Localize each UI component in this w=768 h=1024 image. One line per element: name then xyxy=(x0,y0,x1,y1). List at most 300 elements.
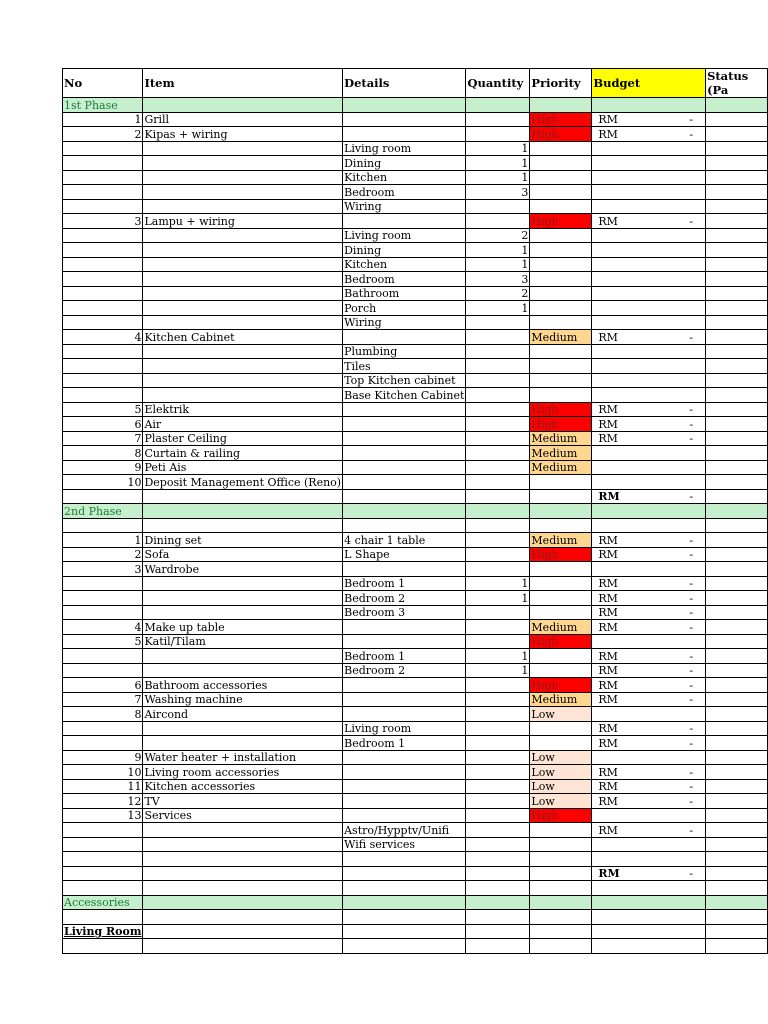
cell-budget[interactable] xyxy=(592,663,706,678)
cell-budget[interactable] xyxy=(592,286,706,301)
cell-item[interactable] xyxy=(143,431,343,446)
cell-budget[interactable] xyxy=(592,518,706,533)
cell-budget[interactable] xyxy=(592,272,706,287)
cell-budget[interactable] xyxy=(592,344,706,359)
cell-budget[interactable] xyxy=(592,504,706,519)
cell-no[interactable] xyxy=(63,446,143,461)
cell-no[interactable] xyxy=(63,547,143,562)
cell-quantity[interactable] xyxy=(466,228,530,243)
cell-item[interactable] xyxy=(143,301,343,316)
cell-priority[interactable] xyxy=(530,286,592,301)
cell-status[interactable] xyxy=(706,605,768,620)
cell-status[interactable] xyxy=(706,243,768,258)
cell-details[interactable] xyxy=(343,533,466,548)
cell-budget[interactable] xyxy=(592,765,706,780)
cell-details[interactable] xyxy=(343,431,466,446)
cell-priority[interactable] xyxy=(530,634,592,649)
cell-item[interactable] xyxy=(143,185,343,200)
cell-details[interactable] xyxy=(343,939,466,954)
cell-priority[interactable] xyxy=(530,576,592,591)
cell-priority[interactable] xyxy=(530,518,592,533)
cell-priority[interactable] xyxy=(530,895,592,910)
cell-status[interactable] xyxy=(706,141,768,156)
cell-item[interactable] xyxy=(143,504,343,519)
cell-status[interactable] xyxy=(706,460,768,475)
column-header-quantity[interactable]: Quantity xyxy=(466,69,530,98)
cell-status[interactable] xyxy=(706,837,768,852)
cell-details[interactable] xyxy=(343,924,466,939)
cell-status[interactable] xyxy=(706,330,768,345)
cell-item[interactable] xyxy=(143,112,343,127)
cell-item[interactable] xyxy=(143,315,343,330)
cell-details[interactable] xyxy=(343,344,466,359)
column-header-status[interactable]: Status (Pa xyxy=(706,69,768,98)
cell-status[interactable] xyxy=(706,156,768,171)
cell-no[interactable] xyxy=(63,765,143,780)
cell-priority[interactable] xyxy=(530,837,592,852)
cell-quantity[interactable] xyxy=(466,286,530,301)
cell-quantity[interactable] xyxy=(466,663,530,678)
cell-details[interactable] xyxy=(343,156,466,171)
cell-budget[interactable] xyxy=(592,837,706,852)
cell-priority[interactable] xyxy=(530,301,592,316)
cell-budget[interactable] xyxy=(592,112,706,127)
cell-details[interactable] xyxy=(343,663,466,678)
cell-quantity[interactable] xyxy=(466,156,530,171)
cell-priority[interactable] xyxy=(530,214,592,229)
cell-item[interactable] xyxy=(143,707,343,722)
cell-no[interactable] xyxy=(63,489,143,504)
cell-budget[interactable] xyxy=(592,431,706,446)
cell-item[interactable] xyxy=(143,547,343,562)
cell-status[interactable] xyxy=(706,678,768,693)
cell-status[interactable] xyxy=(706,765,768,780)
cell-item[interactable] xyxy=(143,924,343,939)
cell-item[interactable] xyxy=(143,330,343,345)
cell-budget[interactable] xyxy=(592,185,706,200)
cell-quantity[interactable] xyxy=(466,518,530,533)
cell-priority[interactable] xyxy=(530,605,592,620)
cell-quantity[interactable] xyxy=(466,634,530,649)
cell-budget[interactable] xyxy=(592,794,706,809)
cell-status[interactable] xyxy=(706,214,768,229)
cell-details[interactable] xyxy=(343,881,466,896)
cell-status[interactable] xyxy=(706,359,768,374)
cell-details[interactable] xyxy=(343,286,466,301)
cell-budget[interactable] xyxy=(592,156,706,171)
cell-details[interactable] xyxy=(343,736,466,751)
cell-details[interactable] xyxy=(343,794,466,809)
cell-no[interactable] xyxy=(63,837,143,852)
cell-item[interactable] xyxy=(143,576,343,591)
cell-details[interactable] xyxy=(343,649,466,664)
cell-quantity[interactable] xyxy=(466,605,530,620)
cell-no[interactable] xyxy=(63,910,143,925)
cell-priority[interactable] xyxy=(530,707,592,722)
cell-item[interactable] xyxy=(143,634,343,649)
cell-status[interactable] xyxy=(706,518,768,533)
cell-item[interactable] xyxy=(143,257,343,272)
cell-budget[interactable] xyxy=(592,257,706,272)
cell-quantity[interactable] xyxy=(466,808,530,823)
cell-no[interactable] xyxy=(63,388,143,403)
cell-details[interactable] xyxy=(343,460,466,475)
cell-quantity[interactable] xyxy=(466,620,530,635)
cell-no[interactable] xyxy=(63,228,143,243)
cell-no[interactable] xyxy=(63,750,143,765)
cell-budget[interactable] xyxy=(592,228,706,243)
cell-item[interactable] xyxy=(143,663,343,678)
cell-details[interactable] xyxy=(343,417,466,432)
cell-item[interactable] xyxy=(143,272,343,287)
cell-status[interactable] xyxy=(706,939,768,954)
cell-quantity[interactable] xyxy=(466,910,530,925)
cell-quantity[interactable] xyxy=(466,402,530,417)
cell-budget[interactable] xyxy=(592,910,706,925)
cell-priority[interactable] xyxy=(530,489,592,504)
cell-status[interactable] xyxy=(706,286,768,301)
cell-details[interactable] xyxy=(343,330,466,345)
cell-details[interactable] xyxy=(343,141,466,156)
cell-item[interactable] xyxy=(143,373,343,388)
cell-no[interactable] xyxy=(63,286,143,301)
cell-quantity[interactable] xyxy=(466,446,530,461)
cell-details[interactable] xyxy=(343,373,466,388)
cell-quantity[interactable] xyxy=(466,388,530,403)
cell-details[interactable] xyxy=(343,257,466,272)
cell-details[interactable] xyxy=(343,199,466,214)
cell-item[interactable] xyxy=(143,98,343,113)
cell-status[interactable] xyxy=(706,373,768,388)
cell-item[interactable] xyxy=(143,562,343,577)
cell-status[interactable] xyxy=(706,301,768,316)
cell-quantity[interactable] xyxy=(466,359,530,374)
cell-status[interactable] xyxy=(706,591,768,606)
cell-quantity[interactable] xyxy=(466,765,530,780)
cell-budget[interactable] xyxy=(592,924,706,939)
cell-item[interactable] xyxy=(143,402,343,417)
cell-item[interactable] xyxy=(143,910,343,925)
cell-details[interactable] xyxy=(343,750,466,765)
cell-budget[interactable] xyxy=(592,939,706,954)
cell-no[interactable] xyxy=(63,127,143,142)
cell-status[interactable] xyxy=(706,127,768,142)
cell-quantity[interactable] xyxy=(466,562,530,577)
cell-quantity[interactable] xyxy=(466,243,530,258)
cell-status[interactable] xyxy=(706,634,768,649)
cell-status[interactable] xyxy=(706,388,768,403)
cell-status[interactable] xyxy=(706,185,768,200)
cell-quantity[interactable] xyxy=(466,852,530,867)
cell-details[interactable] xyxy=(343,808,466,823)
cell-quantity[interactable] xyxy=(466,707,530,722)
cell-no[interactable] xyxy=(63,185,143,200)
cell-details[interactable] xyxy=(343,547,466,562)
cell-priority[interactable] xyxy=(530,736,592,751)
cell-status[interactable] xyxy=(706,823,768,838)
cell-no[interactable] xyxy=(63,620,143,635)
cell-status[interactable] xyxy=(706,692,768,707)
cell-budget[interactable] xyxy=(592,199,706,214)
cell-status[interactable] xyxy=(706,852,768,867)
cell-budget[interactable] xyxy=(592,98,706,113)
cell-priority[interactable] xyxy=(530,765,592,780)
cell-item[interactable] xyxy=(143,939,343,954)
cell-status[interactable] xyxy=(706,228,768,243)
cell-quantity[interactable] xyxy=(466,417,530,432)
cell-item[interactable] xyxy=(143,475,343,490)
cell-status[interactable] xyxy=(706,895,768,910)
cell-status[interactable] xyxy=(706,431,768,446)
cell-status[interactable] xyxy=(706,649,768,664)
cell-quantity[interactable] xyxy=(466,736,530,751)
cell-budget[interactable] xyxy=(592,866,706,881)
cell-quantity[interactable] xyxy=(466,794,530,809)
cell-priority[interactable] xyxy=(530,257,592,272)
cell-budget[interactable] xyxy=(592,417,706,432)
cell-no[interactable] xyxy=(63,112,143,127)
cell-item[interactable] xyxy=(143,736,343,751)
cell-details[interactable] xyxy=(343,446,466,461)
cell-item[interactable] xyxy=(143,620,343,635)
column-header-budget[interactable]: Budget xyxy=(592,69,706,98)
cell-item[interactable] xyxy=(143,649,343,664)
cell-quantity[interactable] xyxy=(466,823,530,838)
cell-details[interactable] xyxy=(343,721,466,736)
cell-status[interactable] xyxy=(706,576,768,591)
cell-priority[interactable] xyxy=(530,562,592,577)
cell-item[interactable] xyxy=(143,591,343,606)
cell-status[interactable] xyxy=(706,707,768,722)
cell-no[interactable] xyxy=(63,881,143,896)
cell-budget[interactable] xyxy=(592,446,706,461)
cell-budget[interactable] xyxy=(592,214,706,229)
cell-quantity[interactable] xyxy=(466,591,530,606)
cell-status[interactable] xyxy=(706,475,768,490)
cell-quantity[interactable] xyxy=(466,475,530,490)
cell-budget[interactable] xyxy=(592,170,706,185)
cell-item[interactable] xyxy=(143,199,343,214)
cell-status[interactable] xyxy=(706,866,768,881)
cell-no[interactable] xyxy=(63,852,143,867)
cell-no[interactable] xyxy=(63,808,143,823)
cell-status[interactable] xyxy=(706,257,768,272)
cell-item[interactable] xyxy=(143,286,343,301)
cell-budget[interactable] xyxy=(592,141,706,156)
cell-budget[interactable] xyxy=(592,692,706,707)
cell-budget[interactable] xyxy=(592,779,706,794)
cell-item[interactable] xyxy=(143,156,343,171)
cell-details[interactable] xyxy=(343,765,466,780)
cell-details[interactable] xyxy=(343,620,466,635)
cell-status[interactable] xyxy=(706,504,768,519)
cell-no[interactable] xyxy=(63,156,143,171)
cell-quantity[interactable] xyxy=(466,895,530,910)
cell-priority[interactable] xyxy=(530,591,592,606)
cell-no[interactable] xyxy=(63,417,143,432)
cell-no[interactable] xyxy=(63,895,143,910)
cell-budget[interactable] xyxy=(592,649,706,664)
cell-quantity[interactable] xyxy=(466,678,530,693)
cell-priority[interactable] xyxy=(530,98,592,113)
cell-no[interactable] xyxy=(63,243,143,258)
cell-status[interactable] xyxy=(706,562,768,577)
cell-priority[interactable] xyxy=(530,779,592,794)
cell-status[interactable] xyxy=(706,170,768,185)
cell-priority[interactable] xyxy=(530,243,592,258)
cell-item[interactable] xyxy=(143,779,343,794)
cell-details[interactable] xyxy=(343,910,466,925)
cell-no[interactable] xyxy=(63,924,143,939)
cell-priority[interactable] xyxy=(530,199,592,214)
cell-no[interactable] xyxy=(63,823,143,838)
cell-details[interactable] xyxy=(343,518,466,533)
cell-quantity[interactable] xyxy=(466,866,530,881)
cell-status[interactable] xyxy=(706,315,768,330)
cell-details[interactable] xyxy=(343,359,466,374)
cell-no[interactable] xyxy=(63,257,143,272)
cell-no[interactable] xyxy=(63,402,143,417)
cell-details[interactable] xyxy=(343,504,466,519)
cell-status[interactable] xyxy=(706,736,768,751)
cell-details[interactable] xyxy=(343,475,466,490)
cell-budget[interactable] xyxy=(592,315,706,330)
cell-priority[interactable] xyxy=(530,533,592,548)
cell-quantity[interactable] xyxy=(466,692,530,707)
cell-budget[interactable] xyxy=(592,808,706,823)
cell-status[interactable] xyxy=(706,663,768,678)
cell-priority[interactable] xyxy=(530,692,592,707)
cell-no[interactable] xyxy=(63,460,143,475)
cell-budget[interactable] xyxy=(592,373,706,388)
cell-item[interactable] xyxy=(143,417,343,432)
cell-quantity[interactable] xyxy=(466,170,530,185)
cell-status[interactable] xyxy=(706,402,768,417)
cell-quantity[interactable] xyxy=(466,141,530,156)
cell-item[interactable] xyxy=(143,750,343,765)
cell-quantity[interactable] xyxy=(466,214,530,229)
cell-details[interactable] xyxy=(343,692,466,707)
cell-priority[interactable] xyxy=(530,939,592,954)
cell-status[interactable] xyxy=(706,533,768,548)
cell-details[interactable] xyxy=(343,185,466,200)
cell-item[interactable] xyxy=(143,460,343,475)
cell-details[interactable] xyxy=(343,707,466,722)
cell-status[interactable] xyxy=(706,881,768,896)
cell-details[interactable] xyxy=(343,562,466,577)
cell-budget[interactable] xyxy=(592,881,706,896)
cell-priority[interactable] xyxy=(530,228,592,243)
cell-no[interactable] xyxy=(63,141,143,156)
cell-budget[interactable] xyxy=(592,605,706,620)
cell-quantity[interactable] xyxy=(466,881,530,896)
cell-budget[interactable] xyxy=(592,750,706,765)
cell-priority[interactable] xyxy=(530,823,592,838)
cell-status[interactable] xyxy=(706,808,768,823)
cell-budget[interactable] xyxy=(592,330,706,345)
cell-priority[interactable] xyxy=(530,315,592,330)
cell-no[interactable] xyxy=(63,344,143,359)
cell-priority[interactable] xyxy=(530,170,592,185)
cell-status[interactable] xyxy=(706,98,768,113)
cell-no[interactable] xyxy=(63,591,143,606)
cell-status[interactable] xyxy=(706,794,768,809)
cell-priority[interactable] xyxy=(530,881,592,896)
cell-priority[interactable] xyxy=(530,794,592,809)
cell-budget[interactable] xyxy=(592,823,706,838)
cell-quantity[interactable] xyxy=(466,185,530,200)
cell-priority[interactable] xyxy=(530,446,592,461)
cell-status[interactable] xyxy=(706,489,768,504)
cell-details[interactable] xyxy=(343,576,466,591)
cell-budget[interactable] xyxy=(592,620,706,635)
cell-no[interactable] xyxy=(63,98,143,113)
cell-item[interactable] xyxy=(143,141,343,156)
cell-no[interactable] xyxy=(63,315,143,330)
cell-budget[interactable] xyxy=(592,852,706,867)
column-header-item[interactable]: Item xyxy=(143,69,343,98)
cell-quantity[interactable] xyxy=(466,460,530,475)
cell-item[interactable] xyxy=(143,533,343,548)
cell-status[interactable] xyxy=(706,779,768,794)
cell-no[interactable] xyxy=(63,707,143,722)
cell-status[interactable] xyxy=(706,620,768,635)
cell-budget[interactable] xyxy=(592,895,706,910)
cell-budget[interactable] xyxy=(592,562,706,577)
cell-quantity[interactable] xyxy=(466,330,530,345)
cell-no[interactable] xyxy=(63,692,143,707)
cell-quantity[interactable] xyxy=(466,779,530,794)
cell-priority[interactable] xyxy=(530,344,592,359)
cell-budget[interactable] xyxy=(592,707,706,722)
cell-no[interactable] xyxy=(63,562,143,577)
cell-details[interactable] xyxy=(343,388,466,403)
cell-priority[interactable] xyxy=(530,808,592,823)
cell-priority[interactable] xyxy=(530,663,592,678)
cell-budget[interactable] xyxy=(592,678,706,693)
cell-item[interactable] xyxy=(143,446,343,461)
cell-details[interactable] xyxy=(343,243,466,258)
cell-item[interactable] xyxy=(143,388,343,403)
cell-no[interactable] xyxy=(63,721,143,736)
cell-no[interactable] xyxy=(63,779,143,794)
cell-quantity[interactable] xyxy=(466,272,530,287)
cell-quantity[interactable] xyxy=(466,489,530,504)
cell-details[interactable] xyxy=(343,605,466,620)
cell-no[interactable] xyxy=(63,272,143,287)
cell-quantity[interactable] xyxy=(466,373,530,388)
cell-item[interactable] xyxy=(143,823,343,838)
cell-priority[interactable] xyxy=(530,910,592,925)
cell-no[interactable] xyxy=(63,170,143,185)
cell-budget[interactable] xyxy=(592,576,706,591)
cell-quantity[interactable] xyxy=(466,750,530,765)
cell-details[interactable] xyxy=(343,402,466,417)
cell-no[interactable] xyxy=(63,475,143,490)
cell-details[interactable] xyxy=(343,272,466,287)
cell-priority[interactable] xyxy=(530,721,592,736)
cell-details[interactable] xyxy=(343,489,466,504)
cell-quantity[interactable] xyxy=(466,127,530,142)
cell-item[interactable] xyxy=(143,721,343,736)
cell-quantity[interactable] xyxy=(466,504,530,519)
cell-priority[interactable] xyxy=(530,417,592,432)
cell-status[interactable] xyxy=(706,750,768,765)
cell-quantity[interactable] xyxy=(466,431,530,446)
cell-item[interactable] xyxy=(143,808,343,823)
cell-budget[interactable] xyxy=(592,402,706,417)
cell-item[interactable] xyxy=(143,837,343,852)
